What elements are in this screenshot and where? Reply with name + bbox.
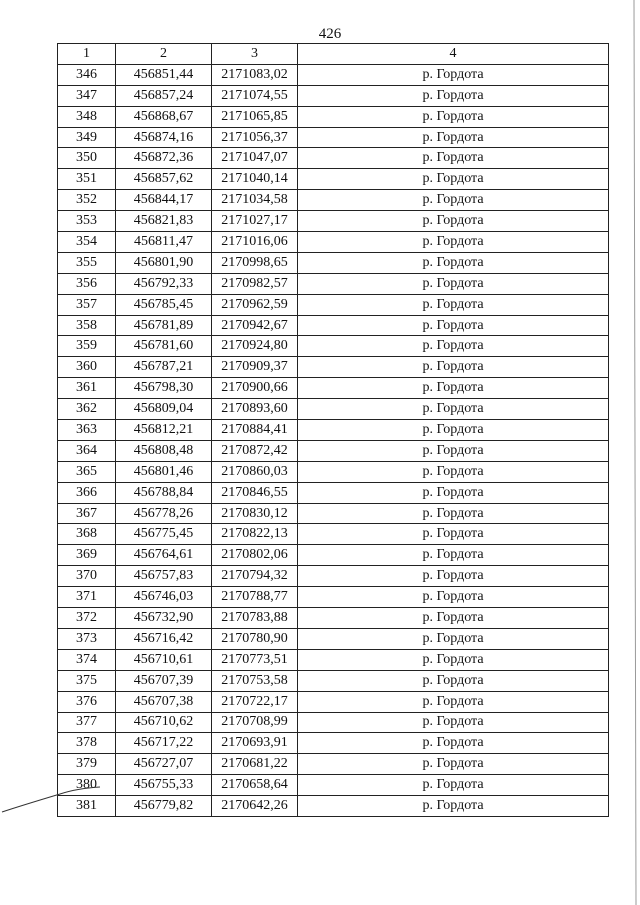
description-cell: р. Гордота [298, 503, 609, 524]
table-row [58, 399, 609, 420]
x-coordinate-cell: 456851,44 [116, 64, 212, 85]
y-coordinate-cell: 2170783,88 [212, 608, 298, 629]
table-row [58, 211, 609, 232]
y-coordinate-cell: 2170860,03 [212, 461, 298, 482]
x-coordinate-cell: 456710,61 [116, 649, 212, 670]
y-coordinate-cell: 2170753,58 [212, 670, 298, 691]
x-coordinate-cell: 456812,21 [116, 420, 212, 441]
point-number-cell: 366 [58, 482, 116, 503]
point-number-cell: 350 [58, 148, 116, 169]
table-row [58, 524, 609, 545]
point-number-cell: 361 [58, 378, 116, 399]
x-coordinate-cell: 456801,46 [116, 461, 212, 482]
description-cell: р. Гордота [298, 378, 609, 399]
point-number-cell: 364 [58, 440, 116, 461]
x-coordinate-cell: 456781,89 [116, 315, 212, 336]
point-number-cell: 355 [58, 252, 116, 273]
table-row [58, 169, 609, 190]
point-number-cell: 372 [58, 608, 116, 629]
point-number-cell: 375 [58, 670, 116, 691]
x-coordinate-cell: 456857,24 [116, 85, 212, 106]
description-cell: р. Гордота [298, 545, 609, 566]
column-header-3: 3 [212, 44, 298, 65]
table-row [58, 628, 609, 649]
y-coordinate-cell: 2170722,17 [212, 691, 298, 712]
table-row [58, 357, 609, 378]
y-coordinate-cell: 2170900,66 [212, 378, 298, 399]
y-coordinate-cell: 2170681,22 [212, 754, 298, 775]
y-coordinate-cell: 2170893,60 [212, 399, 298, 420]
point-number-cell: 363 [58, 420, 116, 441]
description-cell: р. Гордота [298, 440, 609, 461]
table-row [58, 712, 609, 733]
y-coordinate-cell: 2171016,06 [212, 232, 298, 253]
table-row [58, 273, 609, 294]
table-row [58, 232, 609, 253]
description-cell: р. Гордота [298, 211, 609, 232]
x-coordinate-cell: 456717,22 [116, 733, 212, 754]
point-number-cell: 369 [58, 545, 116, 566]
description-cell: р. Гордота [298, 85, 609, 106]
description-cell: р. Гордота [298, 566, 609, 587]
x-coordinate-cell: 456710,62 [116, 712, 212, 733]
x-coordinate-cell: 456716,42 [116, 628, 212, 649]
x-coordinate-cell: 456798,30 [116, 378, 212, 399]
scan-edge-line [628, 0, 640, 905]
description-cell: р. Гордота [298, 796, 609, 817]
description-cell: р. Гордота [298, 357, 609, 378]
table-row [58, 566, 609, 587]
x-coordinate-cell: 456868,67 [116, 106, 212, 127]
description-cell: р. Гордота [298, 524, 609, 545]
description-cell: р. Гордота [298, 461, 609, 482]
description-cell: р. Гордота [298, 733, 609, 754]
column-header-2: 2 [116, 44, 212, 65]
column-header-1: 1 [58, 44, 116, 65]
table-row [58, 461, 609, 482]
point-number-cell: 368 [58, 524, 116, 545]
point-number-cell: 349 [58, 127, 116, 148]
point-number-cell: 358 [58, 315, 116, 336]
table-body [58, 64, 609, 816]
point-number-cell: 379 [58, 754, 116, 775]
table-row [58, 106, 609, 127]
coordinates-table [57, 43, 609, 817]
y-coordinate-cell: 2171074,55 [212, 85, 298, 106]
description-cell: р. Гордота [298, 169, 609, 190]
y-coordinate-cell: 2170884,41 [212, 420, 298, 441]
x-coordinate-cell: 456778,26 [116, 503, 212, 524]
table-row [58, 691, 609, 712]
x-coordinate-cell: 456844,17 [116, 190, 212, 211]
table-row [58, 608, 609, 629]
table-row [58, 64, 609, 85]
column-header-4: 4 [298, 44, 609, 65]
description-cell: р. Гордота [298, 670, 609, 691]
y-coordinate-cell: 2171034,58 [212, 190, 298, 211]
table-row [58, 649, 609, 670]
description-cell: р. Гордота [298, 232, 609, 253]
table-row [58, 670, 609, 691]
header-row [58, 44, 609, 65]
y-coordinate-cell: 2170802,06 [212, 545, 298, 566]
description-cell: р. Гордота [298, 336, 609, 357]
table-row [58, 754, 609, 775]
x-coordinate-cell: 456707,39 [116, 670, 212, 691]
point-number-cell: 357 [58, 294, 116, 315]
description-cell: р. Гордота [298, 691, 609, 712]
y-coordinate-cell: 2170693,91 [212, 733, 298, 754]
y-coordinate-cell: 2170794,32 [212, 566, 298, 587]
y-coordinate-cell: 2171047,07 [212, 148, 298, 169]
description-cell: р. Гордота [298, 712, 609, 733]
x-coordinate-cell: 456792,33 [116, 273, 212, 294]
x-coordinate-cell: 456872,36 [116, 148, 212, 169]
y-coordinate-cell: 2170773,51 [212, 649, 298, 670]
table-row [58, 127, 609, 148]
x-coordinate-cell: 456809,04 [116, 399, 212, 420]
page-number: 426 [318, 26, 342, 42]
y-coordinate-cell: 2170924,80 [212, 336, 298, 357]
description-cell: р. Гордота [298, 64, 609, 85]
table-row [58, 252, 609, 273]
point-number-cell: 359 [58, 336, 116, 357]
point-number-cell: 371 [58, 587, 116, 608]
y-coordinate-cell: 2170962,59 [212, 294, 298, 315]
description-cell: р. Гордота [298, 482, 609, 503]
point-number-cell: 362 [58, 399, 116, 420]
point-number-cell: 370 [58, 566, 116, 587]
y-coordinate-cell: 2170998,65 [212, 252, 298, 273]
description-cell: р. Гордота [298, 106, 609, 127]
x-coordinate-cell: 456779,82 [116, 796, 212, 817]
point-number-cell: 351 [58, 169, 116, 190]
y-coordinate-cell: 2170822,13 [212, 524, 298, 545]
description-cell: р. Гордота [298, 252, 609, 273]
description-cell: р. Гордота [298, 294, 609, 315]
y-coordinate-cell: 2170788,77 [212, 587, 298, 608]
table-header [58, 44, 609, 65]
point-number-cell: 356 [58, 273, 116, 294]
point-number-cell: 352 [58, 190, 116, 211]
description-cell: р. Гордота [298, 649, 609, 670]
x-coordinate-cell: 456781,60 [116, 336, 212, 357]
description-cell: р. Гордота [298, 148, 609, 169]
x-coordinate-cell: 456755,33 [116, 775, 212, 796]
x-coordinate-cell: 456757,83 [116, 566, 212, 587]
y-coordinate-cell: 2170642,26 [212, 796, 298, 817]
x-coordinate-cell: 456788,84 [116, 482, 212, 503]
x-coordinate-cell: 456857,62 [116, 169, 212, 190]
x-coordinate-cell: 456764,61 [116, 545, 212, 566]
y-coordinate-cell: 2170872,42 [212, 440, 298, 461]
description-cell: р. Гордота [298, 775, 609, 796]
description-cell: р. Гордота [298, 273, 609, 294]
table-row [58, 315, 609, 336]
x-coordinate-cell: 456732,90 [116, 608, 212, 629]
description-cell: р. Гордота [298, 315, 609, 336]
table-row [58, 294, 609, 315]
description-cell: р. Гордота [298, 608, 609, 629]
x-coordinate-cell: 456775,45 [116, 524, 212, 545]
x-coordinate-cell: 456874,16 [116, 127, 212, 148]
y-coordinate-cell: 2170909,37 [212, 357, 298, 378]
y-coordinate-cell: 2170846,55 [212, 482, 298, 503]
x-coordinate-cell: 456801,90 [116, 252, 212, 273]
x-coordinate-cell: 456821,83 [116, 211, 212, 232]
y-coordinate-cell: 2171027,17 [212, 211, 298, 232]
y-coordinate-cell: 2170982,57 [212, 273, 298, 294]
table-row [58, 482, 609, 503]
description-cell: р. Гордота [298, 754, 609, 775]
point-number-cell: 374 [58, 649, 116, 670]
y-coordinate-cell: 2171056,37 [212, 127, 298, 148]
point-number-cell: 365 [58, 461, 116, 482]
description-cell: р. Гордота [298, 399, 609, 420]
table-row [58, 440, 609, 461]
description-cell: р. Гордота [298, 127, 609, 148]
description-cell: р. Гордота [298, 628, 609, 649]
point-number-cell: 381 [58, 796, 116, 817]
point-number-cell: 367 [58, 503, 116, 524]
y-coordinate-cell: 2170780,90 [212, 628, 298, 649]
x-coordinate-cell: 456785,45 [116, 294, 212, 315]
y-coordinate-cell: 2170942,67 [212, 315, 298, 336]
point-number-cell: 376 [58, 691, 116, 712]
point-number-cell: 353 [58, 211, 116, 232]
table-row [58, 587, 609, 608]
y-coordinate-cell: 2170708,99 [212, 712, 298, 733]
table-row [58, 148, 609, 169]
x-coordinate-cell: 456808,48 [116, 440, 212, 461]
point-number-cell: 377 [58, 712, 116, 733]
y-coordinate-cell: 2171083,02 [212, 64, 298, 85]
x-coordinate-cell: 456727,07 [116, 754, 212, 775]
table-row [58, 775, 609, 796]
y-coordinate-cell: 2171040,14 [212, 169, 298, 190]
table-row [58, 190, 609, 211]
point-number-cell: 380 [58, 775, 116, 796]
table-row [58, 378, 609, 399]
point-number-cell: 346 [58, 64, 116, 85]
point-number-cell: 360 [58, 357, 116, 378]
point-number-cell: 347 [58, 85, 116, 106]
x-coordinate-cell: 456787,21 [116, 357, 212, 378]
y-coordinate-cell: 2170830,12 [212, 503, 298, 524]
table-row [58, 545, 609, 566]
description-cell: р. Гордота [298, 587, 609, 608]
x-coordinate-cell: 456746,03 [116, 587, 212, 608]
description-cell: р. Гордота [298, 190, 609, 211]
x-coordinate-cell: 456707,38 [116, 691, 212, 712]
y-coordinate-cell: 2170658,64 [212, 775, 298, 796]
table-row [58, 796, 609, 817]
y-coordinate-cell: 2171065,85 [212, 106, 298, 127]
table-row [58, 420, 609, 441]
table-row [58, 85, 609, 106]
description-cell: р. Гордота [298, 420, 609, 441]
table-row [58, 733, 609, 754]
table-row [58, 336, 609, 357]
table-row [58, 503, 609, 524]
point-number-cell: 354 [58, 232, 116, 253]
point-number-cell: 373 [58, 628, 116, 649]
point-number-cell: 378 [58, 733, 116, 754]
point-number-cell: 348 [58, 106, 116, 127]
x-coordinate-cell: 456811,47 [116, 232, 212, 253]
